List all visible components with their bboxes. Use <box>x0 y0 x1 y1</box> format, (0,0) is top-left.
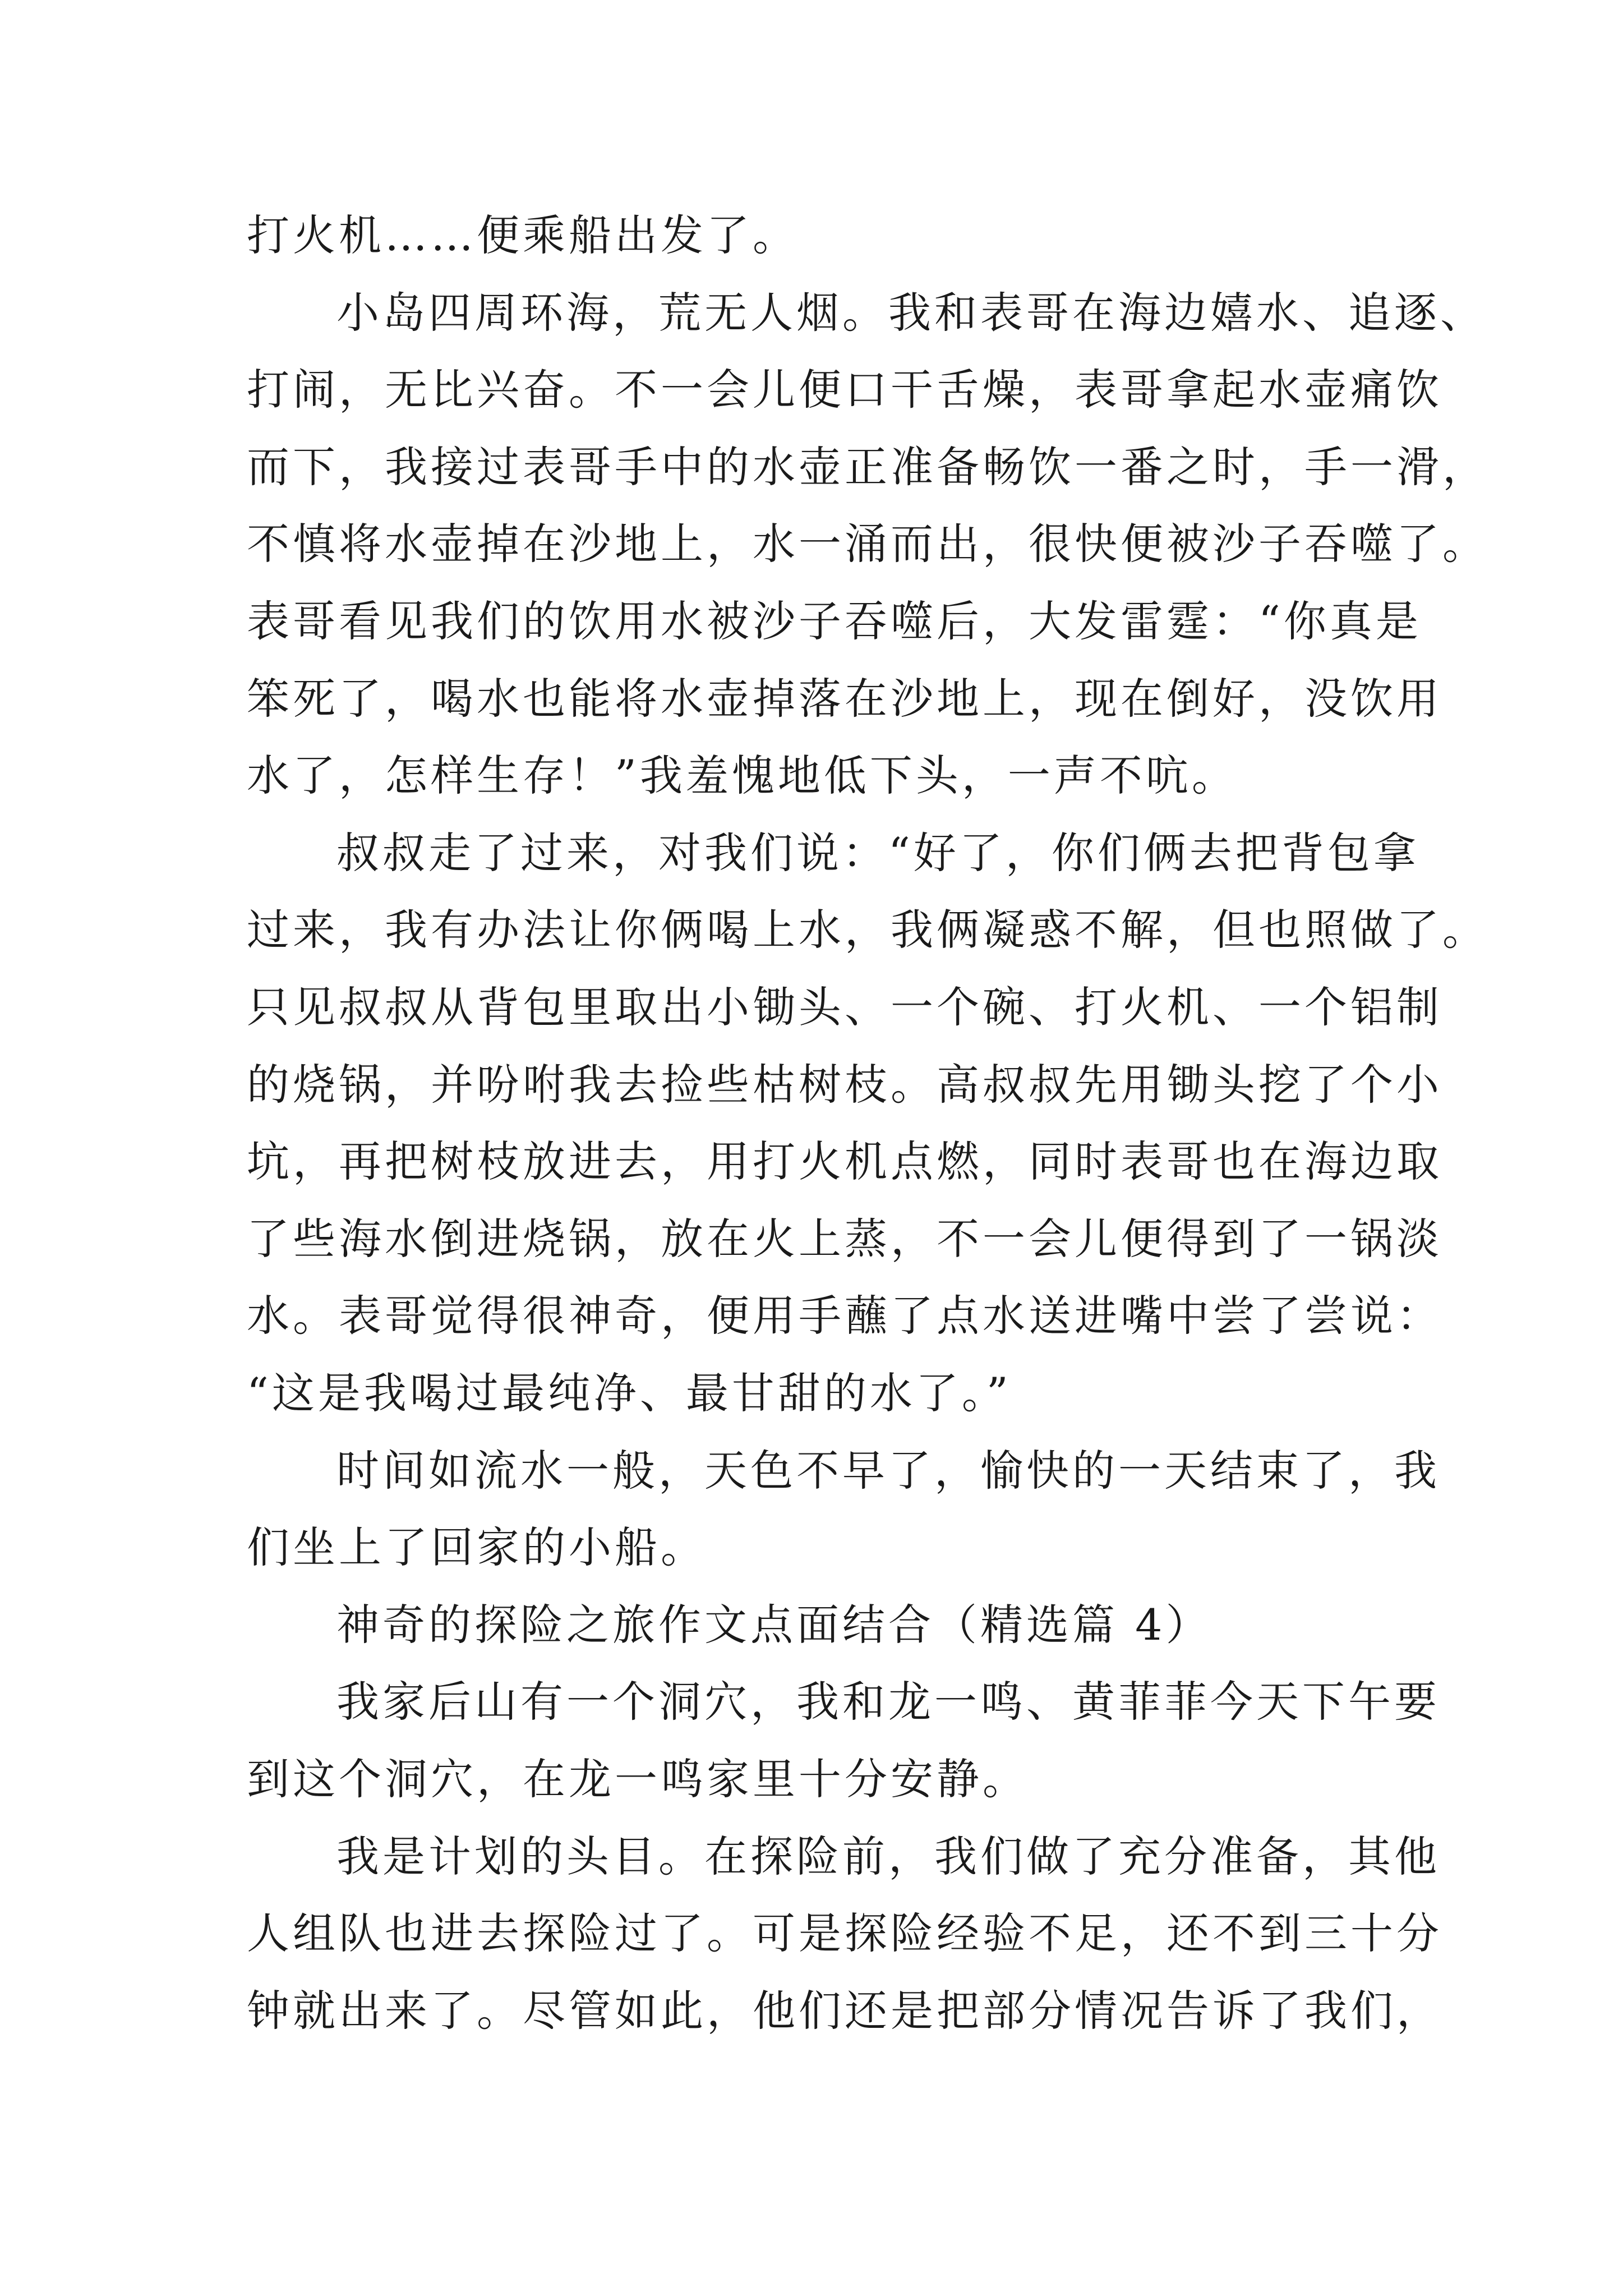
text-line: 只见叔叔从背包里取出小锄头、一个碗、打火机、一个铝制 <box>247 982 1442 1032</box>
text-line: 叔叔走了过来，对我们说：“好了，你们俩去把背包拿 <box>336 828 1419 878</box>
text-line: “这是我喝过最纯净、最甘甜的水了。” <box>247 1368 1012 1418</box>
text-line: 我家后山有一个洞穴，我和龙一鸣、黄菲菲今天下午要 <box>336 1677 1440 1727</box>
text-line: 表哥看见我们的饮用水被沙子吞噬后，大发雷霆：“你真是 <box>247 596 1422 646</box>
text-line: 打闹，无比兴奋。不一会儿便口干舌燥，表哥拿起水壶痛饮 <box>247 365 1442 415</box>
text-line: 而下，我接过表哥手中的水壶正准备畅饮一番之时，手一滑， <box>247 442 1488 492</box>
text-line: 的烧锅，并吩咐我去捡些枯树枝。高叔叔先用锄头挖了个小 <box>247 1060 1442 1110</box>
text-line: 坑，再把树枝放进去，用打火机点燃，同时表哥也在海边取 <box>247 1137 1442 1186</box>
text-line: 时间如流水一般，天色不早了，愉快的一天结束了，我 <box>336 1446 1440 1496</box>
text-line: 钟就出来了。尽管如此，他们还是把部分情况告诉了我们， <box>247 1986 1442 2036</box>
text-line: 过来，我有办法让你俩喝上水，我俩凝惑不解，但也照做了。 <box>247 905 1488 955</box>
text-line: 小岛四周环海，荒无人烟。我和表哥在海边嬉水、追逐、 <box>336 288 1486 338</box>
text-line: 到这个洞穴，在龙一鸣家里十分安静。 <box>247 1754 1029 1804</box>
text-line: 了些海水倒进烧锅，放在火上蒸，不一会儿便得到了一锅淡 <box>247 1214 1442 1264</box>
text-line: 水了，怎样生存！”我羞愧地低下头，一声不吭。 <box>247 751 1238 800</box>
section-heading: 神奇的探险之旅作文点面结合（精选篇 4） <box>336 1600 1212 1650</box>
text-line: 人组队也进去探险过了。可是探险经验不足，还不到三十分 <box>247 1908 1442 1958</box>
text-line: 不慎将水壶掉在沙地上，水一涌而出，很快便被沙子吞噬了。 <box>247 519 1488 569</box>
text-line: 打火机……便乘船出发了。 <box>247 210 799 260</box>
text-line: 我是计划的头目。在探险前，我们做了充分准备，其他 <box>336 1832 1440 1881</box>
text-line: 们坐上了回家的小船。 <box>247 1522 707 1572</box>
text-line: 笨死了，喝水也能将水壶掉落在沙地上，现在倒好，没饮用 <box>247 674 1442 724</box>
text-line: 水。表哥觉得很神奇，便用手蘸了点水送进嘴中尝了尝说： <box>247 1291 1442 1341</box>
